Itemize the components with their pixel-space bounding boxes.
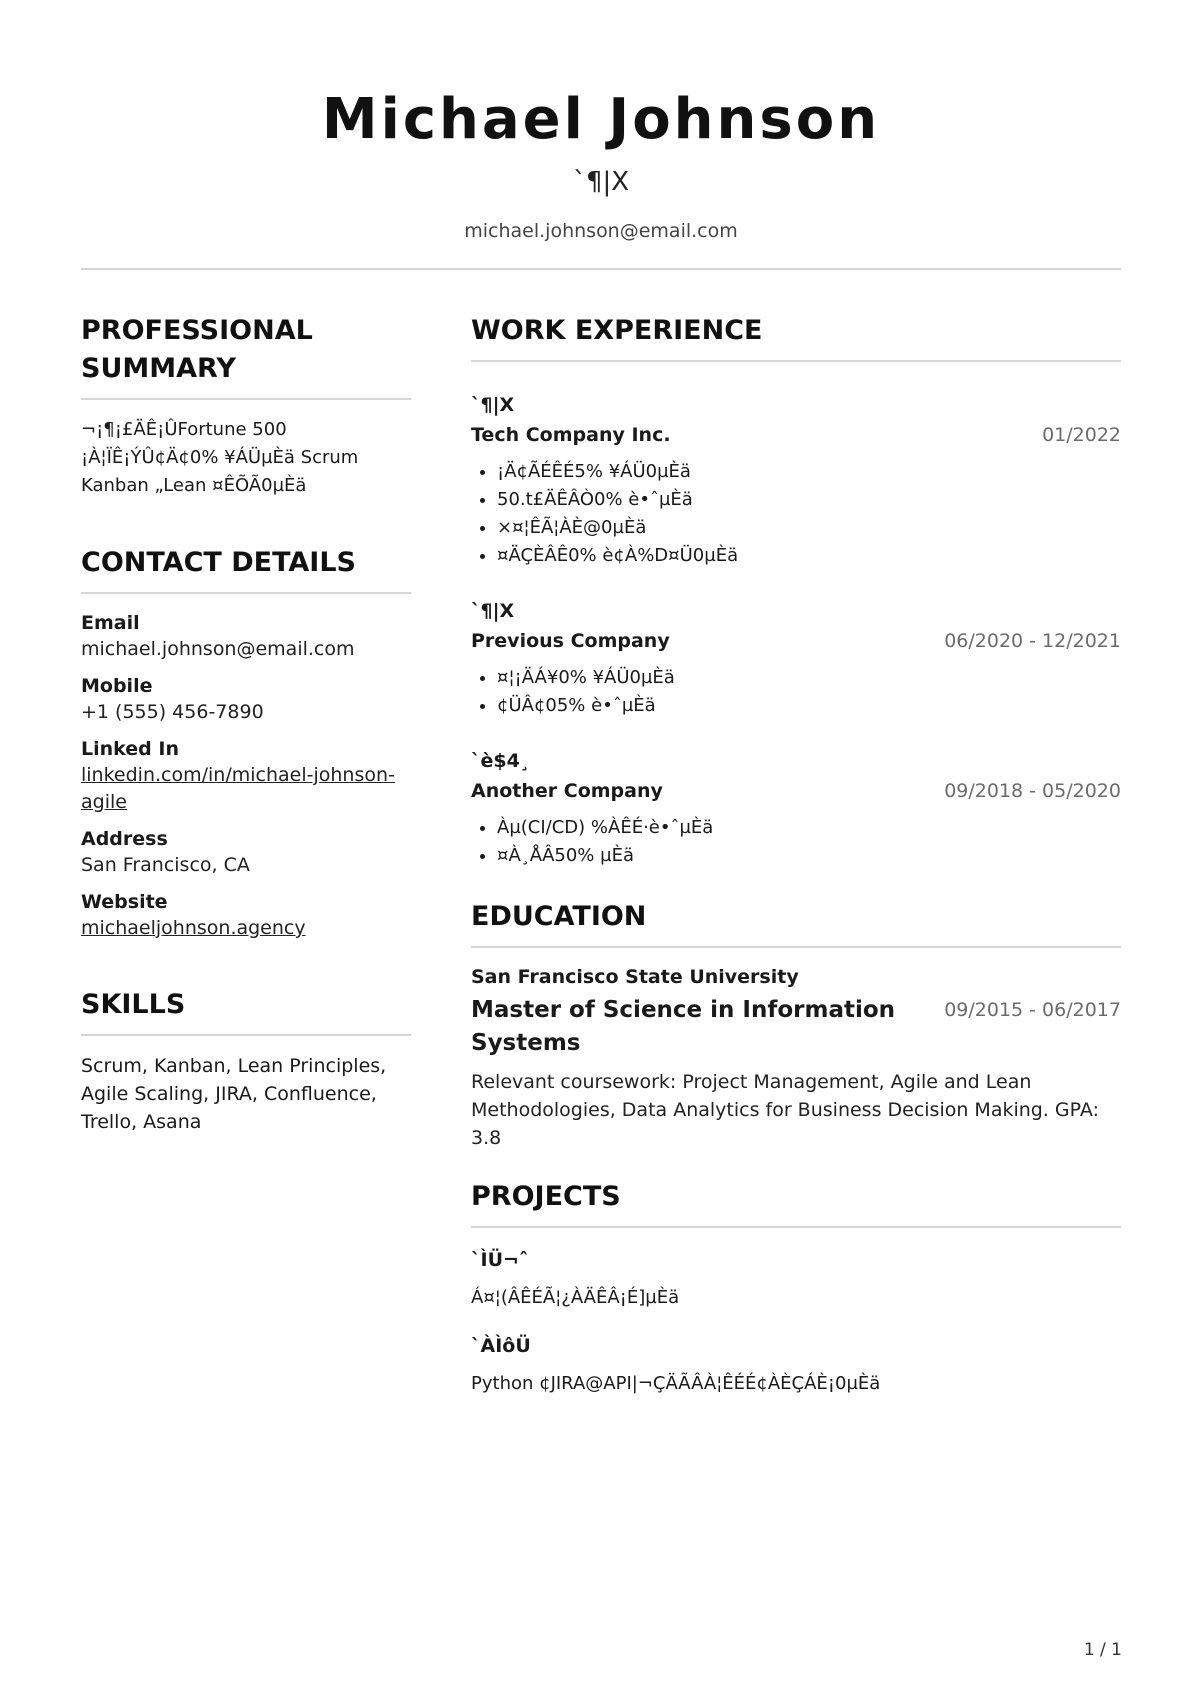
job-bullet: • Àµ(CI/CD) %ÀÊÉ·è•ˆµÈä [497,814,1121,842]
projects-section [471,1178,1121,1398]
projects-divider [471,1226,1121,1228]
job-title: `¶|X [471,600,515,622]
job-company: Previous Company [471,630,670,652]
website-label: Website [81,891,168,913]
experience-title: WORK EXPERIENCE [471,315,763,346]
experience-divider [471,360,1121,362]
project-description: Python ¢JIRA@API|¬ÇÄÃÂÀ¦ÊÉÉ¢ÀÈÇÁÈ¡0µÈä [471,1373,881,1394]
candidate-subtitle: `¶|X [572,167,630,197]
skills-title: SKILLS [81,989,186,1020]
project-description: Á¤¦(ÂÊÉÃ¦¿ÀÄÊÂ¡É]µÈä [471,1287,680,1308]
job-entry [471,598,1121,720]
job-bullets [471,814,1121,870]
job-title: `è$4¸ [471,750,530,772]
summary-text: ¬¡¶¡£ÄÊ¡ÛFortune 500 ¡À¦ÏÊ¡ÝÛ¢Ä¢0% ¥ÁÜµÈä Scrum Kanban „Lean ¤ÊÕÃ0µÈä [81,419,359,496]
email-value: michael.johnson@email.com [81,638,355,660]
job-bullet: • ¤ÄÇÈÂÊ0% è¢À%D¤Ü0µÈä [497,542,1121,570]
header-divider [81,268,1121,270]
project-name: `ÀÌôÜ [471,1335,531,1357]
linkedin-link[interactable]: linkedin.com/in/michael-johnson-agile [81,764,395,813]
education-divider [471,946,1121,948]
contact-title: CONTACT DETAILS [81,547,356,578]
summary-title: PROFESSIONAL SUMMARY [81,315,313,384]
skills-divider [81,1034,411,1036]
education-degree: Master of Science in Information Systems [471,997,896,1056]
job-date: 09/2018 - 05/2020 [944,780,1121,802]
skills-text: Scrum, Kanban, Lean Principles, Agile Scaling, JIRA, Confluence, Trello, Asana [81,1055,387,1133]
education-description: Relevant coursework: Project Management, Agile and Lean Methodologies, Data Analytics for Business Decision Making. GPA: 3.8 [471,1071,1099,1149]
job-entry [471,748,1121,870]
resume-page [81,0,1121,1394]
mobile-label: Mobile [81,675,153,697]
right-column [471,312,1121,1398]
job-date: 06/2020 - 12/2021 [944,630,1121,652]
job-bullet: • 50.t£ÄÊÂÒ0% è•ˆµÈä [497,486,1121,514]
page-number: 1 / 1 [1083,1640,1122,1660]
address-value: San Francisco, CA [81,854,250,876]
job-bullets [471,458,1121,570]
projects-title: PROJECTS [471,1181,621,1212]
education-date: 09/2015 - 06/2017 [944,999,1121,1021]
education-title: EDUCATION [471,901,647,932]
job-bullet: • ×¤¦ÊÃ¦ÀÈ@0µÈä [497,514,1121,542]
linkedin-label: Linked In [81,738,179,760]
project-entry [471,1246,1121,1312]
contact-section [81,544,411,942]
mobile-value: +1 (555) 456-7890 [81,701,264,723]
contact-divider [81,592,411,594]
project-entry [471,1332,1121,1398]
education-section [471,898,1121,1152]
summary-divider [81,398,411,400]
job-date: 01/2022 [1042,424,1121,446]
job-bullet: • ¡Ä¢ÃÉÊÉ5% ¥ÁÜ0µÈä [497,458,1121,486]
job-bullet: • ¤À¸ÅÂ50% µÈä [497,842,1121,870]
address-label: Address [81,828,168,850]
job-bullet: • ¤¦¡ÄÁ¥0% ¥ÁÜ0µÈä [497,664,1121,692]
job-company: Tech Company Inc. [471,424,671,446]
job-bullets [471,664,1121,720]
job-title: `¶|X [471,394,515,416]
left-column [81,312,411,1136]
email-label: Email [81,612,140,634]
education-school: San Francisco State University [471,966,799,988]
project-name: `ÌÜ¬ˆ [471,1249,529,1271]
header-email: michael.johnson@email.com [464,220,738,242]
job-entry [471,392,1121,570]
candidate-name: Michael Johnson [321,87,881,152]
website-link[interactable]: michaeljohnson.agency [81,917,306,939]
job-bullet: • ¢ÜÂ¢05% è•ˆµÈä [497,692,1121,720]
job-company: Another Company [471,780,663,802]
